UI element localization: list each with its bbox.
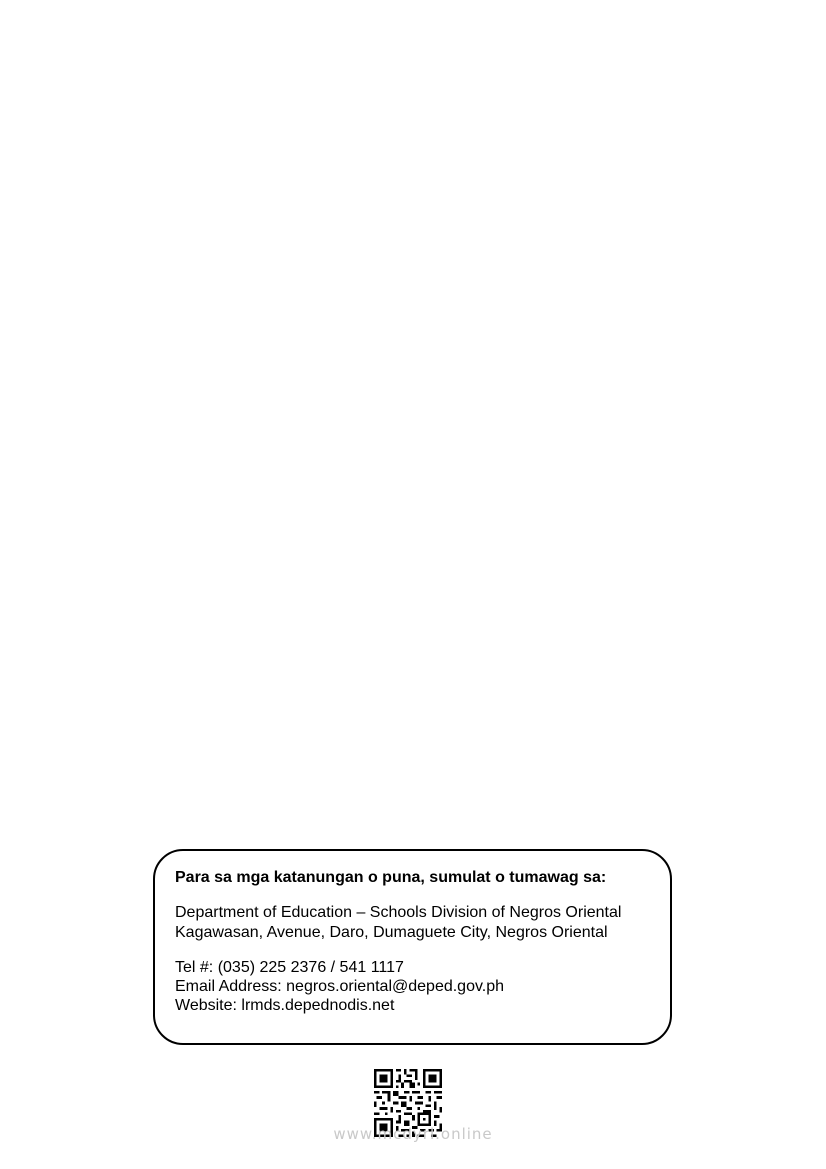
address-block xyxy=(175,903,670,943)
contact-details xyxy=(175,958,670,1015)
contact-heading: Para sa mga katanungan o puna, sumulat o tumawag sa: xyxy=(175,869,607,886)
watermark-text: www.mcdyrl.online xyxy=(333,1125,493,1143)
website-address: Website: lrmds.depednodis.net xyxy=(175,997,395,1014)
telephone-number: Tel #: (035) 225 2376 / 541 1117 xyxy=(175,959,404,976)
email-address: Email Address: negros.oriental@deped.gov.ph xyxy=(175,978,505,995)
address-line-street: Kagawasan, Avenue, Daro, Dumaguete City, Negros Oriental xyxy=(175,924,608,941)
address-line-department: Department of Education – Schools Division of Negros Oriental xyxy=(175,904,622,921)
contact-info-box xyxy=(153,849,672,1045)
